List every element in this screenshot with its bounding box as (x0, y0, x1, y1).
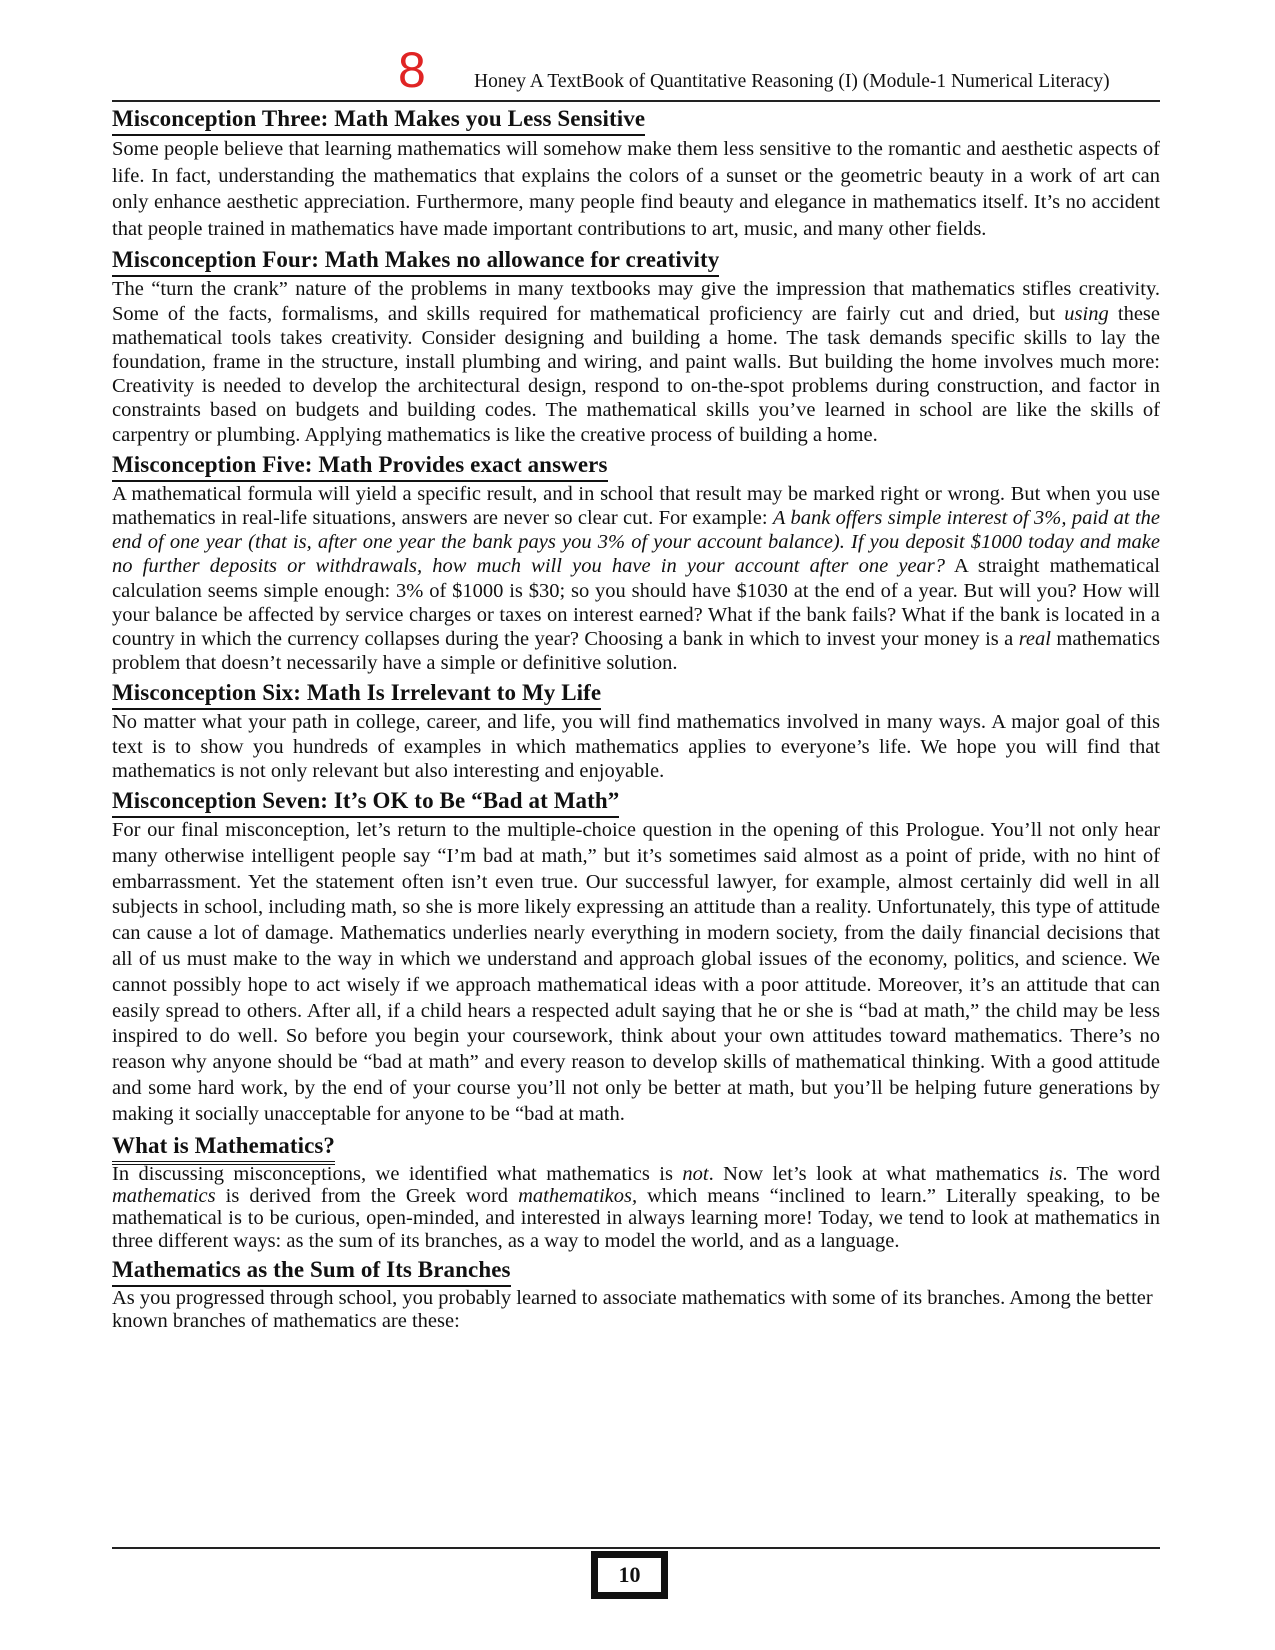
section-heading: Misconception Seven: It’s OK to Be “Bad at Math” (112, 786, 619, 818)
section-heading: Misconception Six: Math Is Irrelevant to My Life (112, 678, 601, 710)
text-run: A mathematical formula will yield a specific result, and in school that result may be marked right or wrong. But when you use mathematics in real-life situations, answers are never so clear cut. For example: (112, 482, 1160, 529)
chapter-number: 8 (398, 42, 426, 98)
section-heading: Mathematics as the Sum of Its Branches (112, 1255, 511, 1287)
emphasis-text: mathematikos, (518, 1185, 638, 1207)
section-misconception-four (112, 245, 1160, 446)
paragraph: As you progressed through school, you probably learned to associate mathematics with some of its branches. Among the better known branches of mathematics are these: (112, 1287, 1153, 1332)
emphasis-text: real (1018, 628, 1051, 651)
text-run: . The word (1062, 1162, 1160, 1185)
emphasis-text: is (1048, 1162, 1063, 1185)
section-what-is-mathematics (112, 1131, 1160, 1253)
section-misconception-seven (112, 786, 1160, 1128)
paragraph (112, 482, 1160, 676)
paragraph: For our final misconception, let’s return to the multiple-choice question in the opening of this Prologue. You’ll not only hear many otherwise intelligent people say “I’m bad at math,” but it’s sometimes said almost as a point of pride, with no hint of embarrassment. Yet the statement often isn’t even true. Our successful lawyer, for example, almost certainly did well in all subjects in school, including math, so she is more likely expressing an attitude than a reality. Unfortunately, this type of attitude can cause a lot of damage. Mathematics underlies nearly everything in modern society, from the daily financial decisions that all of us must make to the way in which we understand and approach global issues of the economy, politics, and science. We cannot possibly hope to act wisely if we approach mathematical ideas with a poor attitude. Moreover, it’s an attitude that can easily spread to others. After all, if a child hears a respected adult saying that he or she is “bad at math,” the child may be less inspired to do well. So before you begin your coursework, think about your own attitudes toward mathematics. There’s no reason why anyone should be “bad at math” and every reason to develop skills of mathematical thinking. With a good attitude and some hard work, by the end of your course you’ll not only be better at math, but you’ll be helping future generations by making it socially unacceptable for anyone to be “bad at math. (112, 819, 1160, 1125)
section-misconception-three (112, 104, 1160, 242)
text-run: is derived from the Greek word (215, 1185, 519, 1207)
emphasis-text: mathematics (112, 1185, 216, 1207)
text-run: these mathematical tools takes creativity. Consider designing and building a home. The task demands specific skills to lay the foundation, frame in the structure, install plumbing and wiring, and paint walls. But building the home involves much more: Creativity is needed to develop the architectural design, respond to on-the-spot problems during construction, and factor in constraints based on budgets and building codes. The mathematical skills you’ve learned in school are like the skills of carpentry or plumbing. Applying mathematics is like the creative process of building a home. (112, 302, 1160, 446)
example-text: A bank offers simple interest of 3%, paid at the end of one year (that is, after one year the bank pays you 3% of your account balance). If you deposit $1000 today and make no further deposits or withdrawals, how much will you have in your account after one year? (112, 507, 1160, 578)
section-heading: Misconception Five: Math Provides exact answers (112, 450, 608, 482)
text-run: The “turn the crank” nature of the problems in many textbooks may give the impression that mathematics stifles creativity. Some of the facts, formalisms, and skills required for mathematical proficiency are fairly cut and dried, but (112, 278, 1160, 325)
paragraph: Some people believe that learning mathematics will somehow make them less sensitive to the romantic and aesthetic aspects of life. In fact, understanding the mathematics that explains the colors of a sunset or the geometric beauty in a work of art can only enhance aesthetic appreciation. Furthermore, many people find beauty and elegance in mathematics itself. It’s no accident that people trained in mathematics have made important contributions to art, music, and many other fields. (112, 138, 1160, 240)
text-run: mathematics problem that doesn’t necessarily have a simple or definitive solution. (112, 628, 1160, 675)
paragraph (112, 277, 1160, 446)
header-rule (112, 100, 1160, 102)
emphasis-text: not (682, 1162, 709, 1185)
section-heading: What is Mathematics? (112, 1131, 335, 1165)
page-number: 10 (596, 1556, 663, 1594)
footer-rule (112, 1547, 1160, 1549)
paragraph (112, 1163, 1160, 1253)
paragraph: No matter what your path in college, career, and life, you will find mathematics involved in many ways. A major goal of this text is to show you hundreds of examples in which mathematics applies to everyone’s life. We hope you will find that mathematics is not only relevant but also interesting and enjoyable. (112, 711, 1160, 782)
section-heading: Misconception Four: Math Makes no allowance for creativity (112, 245, 719, 277)
emphasis-text: using (1064, 302, 1109, 325)
section-sum-of-branches (112, 1255, 1160, 1332)
text-run: A straight mathematical calculation seems simple enough: 3% of $1000 is $30; so you should have $1030 at the end of a year. But will you? How will your balance be affected by service charges or taxes on interest earned? What if the bank fails? What if the bank is located in a country in which the currency collapses during the year? Choosing a bank in which to invest your money is a (112, 555, 1160, 651)
running-title: Honey A TextBook of Quantitative Reasoning (I) (Module-1 Numerical Literacy) (474, 71, 1110, 92)
page-body (112, 104, 1160, 1335)
text-run: . Now let’s look at what mathematics (708, 1162, 1049, 1185)
text-run: which means “inclined to learn.” Literally speaking, to be mathematical is to be curious, open-minded, and interested in always learning more! Today, we tend to look at mathematics in three different ways: as the sum of its branches, as a way to model the world, and as a language. (112, 1185, 1160, 1252)
section-misconception-five (112, 450, 1160, 676)
text-run: In discussing misconceptions, we identified what mathematics is (112, 1162, 683, 1185)
section-misconception-six (112, 678, 1160, 783)
page-header (112, 40, 1160, 102)
section-heading: Misconception Three: Math Makes you Less Sensitive (112, 104, 645, 136)
page-number-box (591, 1551, 668, 1599)
